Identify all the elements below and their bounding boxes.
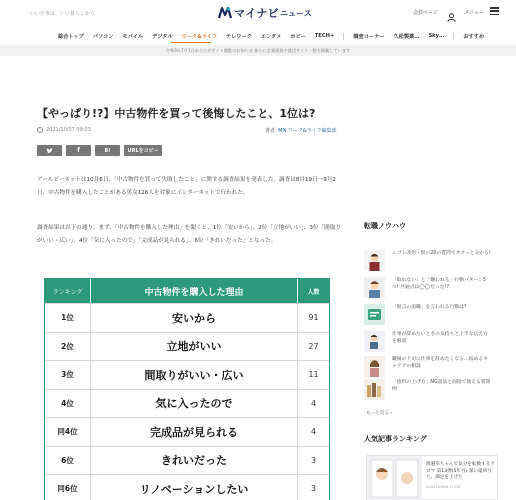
user-icon[interactable]	[447, 7, 456, 26]
nav-item-sponsor[interactable]: 久松製薬…	[393, 33, 420, 40]
header-reason: 中古物件を購入した理由	[90, 279, 298, 303]
copy-url-label: URLをコピー	[127, 148, 159, 154]
nav-item-survey[interactable]: 調査コーナー	[353, 33, 385, 40]
article-paragraph-1: アールピーネットは10月6日、「中古物件を買って失敗したこと」に関する調査結果を発表した。調査は8月19日〜9月2日、中古物件を購入したことがある男女116人を対象にインターネットで行われた。	[37, 177, 336, 196]
manga-thumbnail-icon	[367, 456, 422, 500]
count-cell: 91	[308, 313, 319, 323]
table-row	[45, 360, 329, 389]
reason-cell: 立地がいい	[90, 333, 298, 361]
reason-cell: 気に入ったので	[90, 390, 298, 418]
table-row	[45, 474, 329, 500]
notice-banner[interactable]: 令和3年7月1日から公式サイト閲覧のお知らせ 新たに企業情報や就活サイト一覧を掲載しています	[0, 45, 516, 56]
person-thinking-illustration-icon	[364, 250, 385, 271]
count-cell: 27	[308, 341, 319, 351]
table-row	[45, 332, 329, 361]
header-rank: ランキング	[52, 288, 83, 296]
rank-cell: 同4位	[57, 427, 78, 437]
article-title: 【やっぱり!?】中古物件を買って後悔したこと、1位は?	[37, 107, 316, 120]
rank-cell: 6位	[61, 455, 74, 465]
hamburger-menu-icon[interactable]	[490, 7, 499, 15]
logo-name: マイナビ	[234, 7, 279, 20]
chevron-right-icon: ›	[390, 411, 393, 416]
books-illustration-icon	[364, 379, 385, 400]
sidebar-item[interactable]	[364, 304, 494, 325]
reason-cell: リノベーションしたい	[90, 475, 298, 500]
reason-cell: きれいだった	[90, 447, 298, 475]
table-header-row	[45, 279, 329, 303]
sidebar-item[interactable]	[364, 277, 494, 298]
reason-cell: 安いから	[90, 304, 298, 332]
facebook-share-button[interactable]	[66, 145, 91, 156]
sidebar-item[interactable]	[364, 331, 494, 352]
nav-item-sky[interactable]: Sky…	[428, 33, 445, 39]
rank-cell: 2位	[61, 341, 74, 351]
rank-cell: 同6位	[57, 484, 78, 494]
mynavi-logo-icon	[218, 6, 232, 20]
count-cell: 3	[310, 455, 317, 465]
sidebar-item-text: 「給料の上げ方」NG話法と面接で使える質問例	[392, 380, 491, 392]
ranking-heading: 人気記事ランキング	[364, 435, 427, 443]
sidebar-item-text: 「無言の退職」を言われる行動は?	[392, 305, 467, 310]
hatena-bookmark-button[interactable]	[95, 145, 120, 156]
article-paragraph-2: 調査結果は以下の通り。まず、「中古物件を購入した理由」を聞くと、1位「安いから」、2位「立地がいい」、3位「間取りがいい・広い」、4位「気に入ったので」「完成品が見られる」、6位「きれいだった」となった。	[37, 225, 341, 244]
nav-divider	[453, 33, 454, 40]
source-prefix: 著者:	[265, 128, 277, 134]
nav-divider	[343, 33, 344, 40]
facebook-icon: f	[77, 147, 80, 154]
active-tab-indicator	[171, 42, 211, 43]
ranking-card-text	[426, 462, 496, 499]
nav-item-hobby[interactable]: ホビー	[290, 33, 306, 40]
clock-icon	[37, 127, 43, 133]
woman-thinking-illustration-icon	[364, 356, 385, 377]
ranking-card-title: 渡邉歩ちゃんで気分を転換するアロマ 第13弾(5年目) 深い遠回りと、満足を上げた	[426, 462, 495, 480]
twitter-share-button[interactable]	[37, 145, 62, 156]
reason-cell: 間取りがいい・広い	[90, 361, 298, 389]
site-header	[0, 0, 516, 28]
header-count: 人数	[307, 288, 320, 296]
sidebar-item-text: シゴト改悟・仮の20の質問でサクっと分かる!	[392, 251, 491, 256]
site-logo[interactable]	[218, 5, 312, 21]
article-source	[265, 127, 337, 134]
nav-item-entame[interactable]: エンタメ	[260, 33, 282, 40]
nav-item-digital[interactable]: デジタル	[152, 33, 173, 40]
nav-item-top[interactable]: 総合トップ	[58, 33, 84, 40]
source-link[interactable]: MN ワーク&ライフ編集部	[278, 128, 337, 134]
rank-cell: 3位	[61, 370, 74, 380]
count-cell: 3	[310, 484, 317, 494]
sidebar-item-text: 職場の上司に仕事を辞めたくなる…悩めるキャリアの相談	[392, 357, 488, 369]
ranking-table	[44, 278, 330, 500]
category-nav	[0, 29, 516, 43]
hatena-bookmark-label: B!	[104, 147, 111, 154]
sidebar-item[interactable]	[364, 379, 494, 400]
table-row	[45, 389, 329, 418]
table-row	[45, 446, 329, 475]
person-frown-illustration-icon	[364, 277, 385, 298]
nav-item-mobile[interactable]: モバイル	[122, 33, 144, 40]
sidebar-item-text: 「取れない」と「嫌われる」行動パターン5つ! 共通点は◯◯だった!?	[392, 278, 487, 290]
article-meta	[37, 127, 91, 133]
count-cell: 11	[308, 370, 319, 380]
share-buttons	[37, 145, 166, 156]
man-sitting-illustration-icon	[364, 331, 385, 352]
nav-item-work-life[interactable]: ワーク&ライフ	[181, 33, 218, 40]
ranking-article-card[interactable]	[366, 455, 498, 500]
nav-item-tech[interactable]: TECH+	[314, 33, 335, 39]
article-date: 2021/10/07 09:03	[46, 127, 91, 133]
reason-cell: 完成品が見られる	[90, 418, 298, 446]
count-cell: 4	[310, 427, 317, 437]
nav-item-recommend[interactable]: おすすめ	[463, 33, 485, 40]
sidebar-item[interactable]	[364, 250, 494, 271]
sidebar-heading: 転職ノウハウ	[364, 222, 406, 230]
sidebar-item[interactable]	[364, 356, 494, 377]
nav-item-pc[interactable]: パソコン	[92, 33, 114, 40]
green-stamp-illustration-icon	[364, 304, 385, 325]
logo-suffix: ニュース	[279, 8, 312, 18]
article-header	[37, 105, 343, 121]
more-label: もっと見る	[366, 411, 389, 416]
table-row	[45, 303, 329, 332]
twitter-icon	[46, 148, 53, 154]
count-cell: 4	[310, 398, 317, 408]
member-page-link[interactable]: 会員ページ	[413, 10, 438, 16]
site-tagline: いい仕事は、いい暮らしから	[30, 11, 96, 17]
copy-url-button[interactable]	[124, 145, 162, 156]
ranking-card-date: 2021/10/06 17:00	[426, 483, 461, 489]
sidebar-item-text: 仕事が辞めたいときの気持ちと上手な伝え方を解説	[392, 332, 488, 344]
table-row	[45, 417, 329, 446]
menu-label[interactable]: メニュー	[464, 10, 485, 16]
nav-item-telework[interactable]: テレワーク	[226, 33, 252, 40]
rank-cell: 4位	[61, 398, 74, 408]
rank-cell: 1位	[61, 313, 74, 323]
sidebar-more-link[interactable]	[366, 410, 392, 416]
sidebar-section	[364, 221, 494, 231]
